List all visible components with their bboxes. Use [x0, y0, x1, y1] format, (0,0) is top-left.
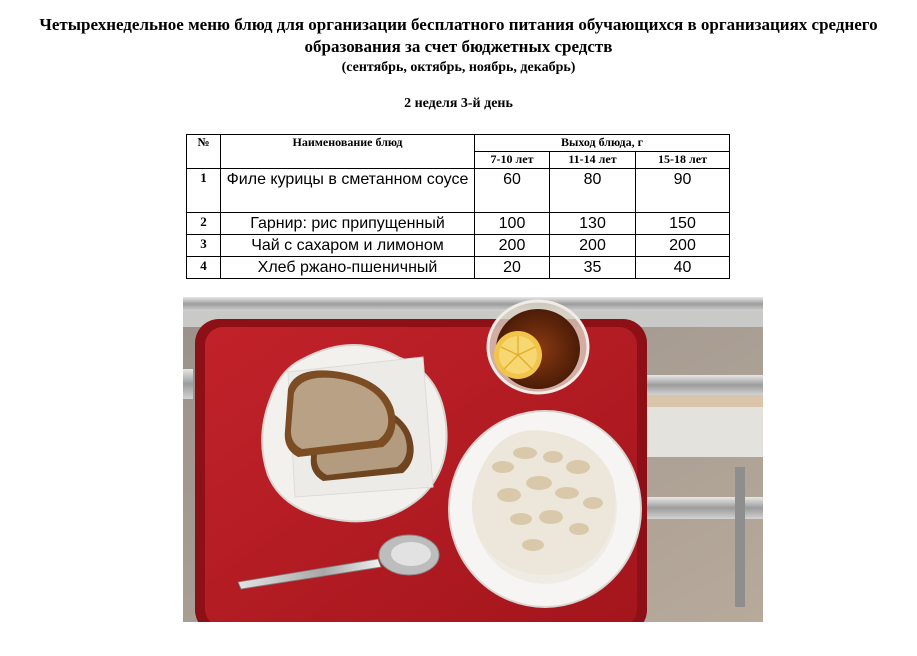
row-number: 2 [187, 213, 221, 235]
dish-name: Гарнир: рис припущенный [221, 213, 475, 235]
menu-title: Четырехнедельное меню блюд для организации бесплатного питания обучающихся в организациях среднего образования за счет бюджетных средств [39, 15, 878, 56]
row-number: 1 [187, 169, 221, 213]
row-number: 3 [187, 235, 221, 257]
column-header-dish-name: Наименование блюд [221, 135, 475, 169]
table-row [187, 169, 730, 213]
column-header-age-11-14: 11-14 лет [550, 152, 636, 169]
output-11-14: 130 [550, 213, 636, 235]
output-7-10: 100 [475, 213, 550, 235]
output-15-18: 40 [636, 257, 730, 279]
output-11-14: 80 [550, 169, 636, 213]
dish-name: Хлеб ржано-пшеничный [221, 257, 475, 279]
output-7-10: 20 [475, 257, 550, 279]
row-number: 4 [187, 257, 221, 279]
column-header-age-15-18: 15-18 лет [636, 152, 730, 169]
column-header-output: Выход блюда, г [475, 135, 730, 152]
tea-glass [488, 301, 588, 393]
menu-day: 2 неделя 3-й день [404, 96, 513, 111]
output-15-18: 200 [636, 235, 730, 257]
column-header-number: № [187, 135, 221, 169]
output-11-14: 200 [550, 235, 636, 257]
column-header-age-7-10: 7-10 лет [475, 152, 550, 169]
menu-table [186, 134, 730, 279]
dish-name: Чай с сахаром и лимоном [221, 235, 475, 257]
dish-name: Филе курицы в сметанном соусе [221, 169, 475, 213]
output-7-10: 60 [475, 169, 550, 213]
rice-and-chicken [472, 430, 616, 575]
menu-months: (сентябрь, октябрь, ноябрь, декабрь) [341, 60, 576, 75]
meal-photo [183, 297, 763, 622]
output-15-18: 150 [636, 213, 730, 235]
output-7-10: 200 [475, 235, 550, 257]
output-11-14: 35 [550, 257, 636, 279]
table-row [187, 257, 730, 279]
table-row [187, 235, 730, 257]
table-row [187, 213, 730, 235]
output-15-18: 90 [636, 169, 730, 213]
